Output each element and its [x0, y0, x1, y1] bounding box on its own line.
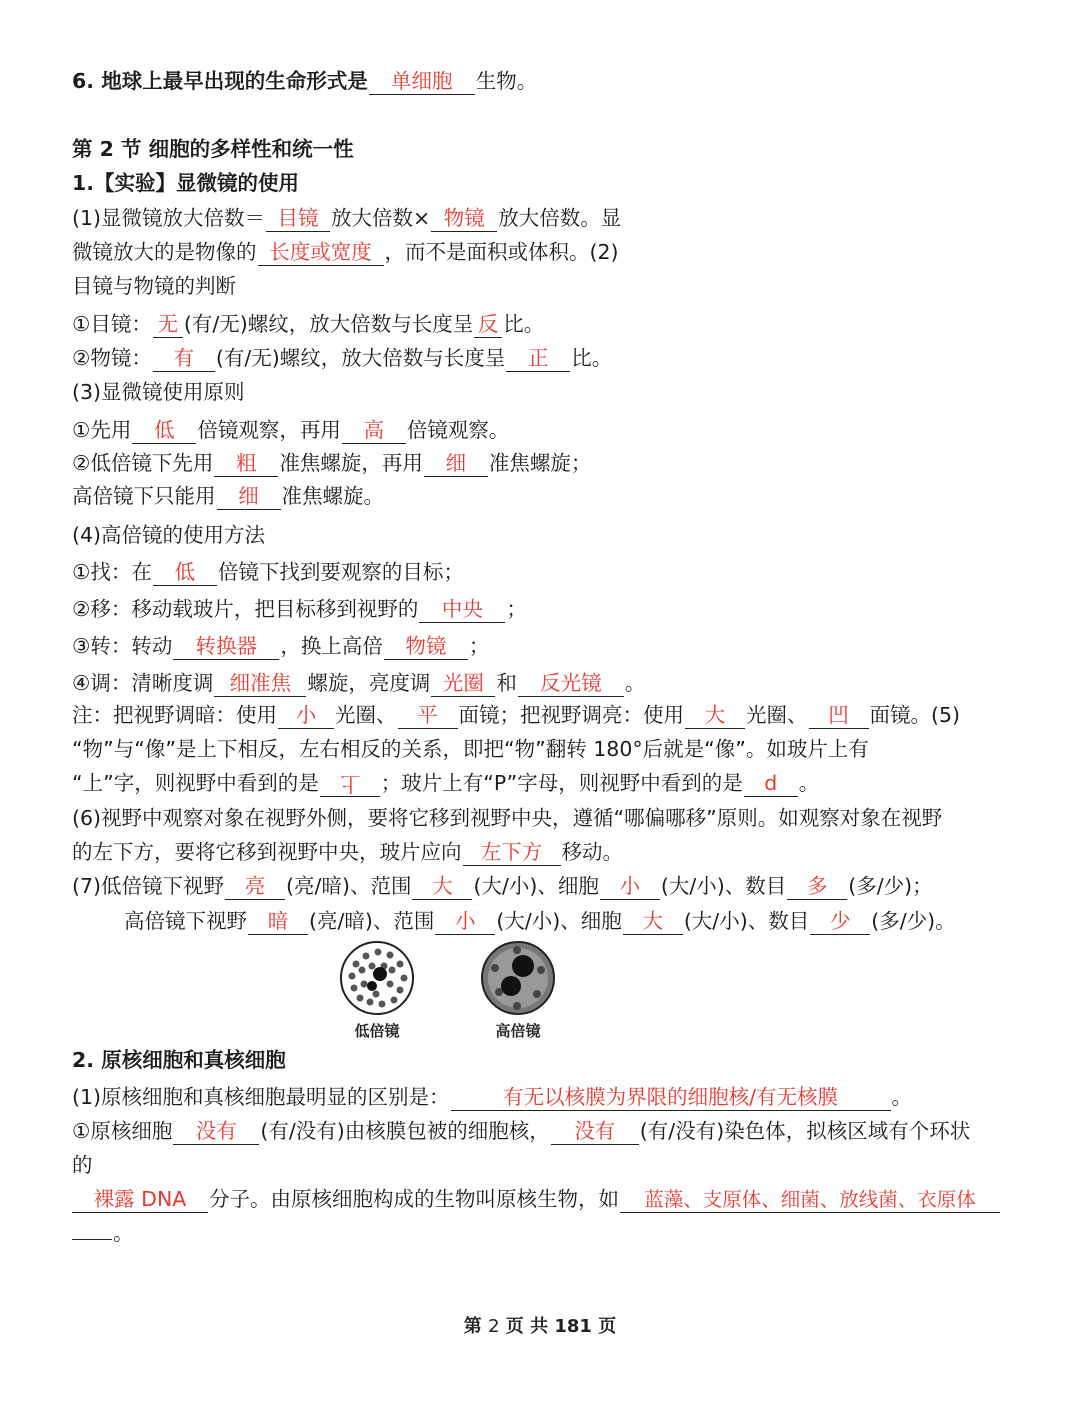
text: 和 — [496, 671, 517, 695]
text: 注：把视野调暗：使用 — [72, 703, 277, 727]
answer-blank: 没有 — [551, 1119, 639, 1145]
text: (有/没有)染色体，拟核区域有个环状 — [639, 1119, 971, 1143]
answer-blank: 细 — [217, 484, 281, 510]
text: ②低倍镜下先用 — [72, 451, 214, 475]
high-power-view — [477, 940, 559, 1016]
answer-blank: 没有 — [173, 1119, 259, 1145]
text: (亮/暗)、范围 — [309, 909, 435, 933]
answer-blank: 少 — [810, 909, 870, 935]
text: 倍镜观察。 — [406, 418, 510, 442]
answer-blank: 单细胞 — [369, 69, 475, 95]
page-number: 2 — [488, 1316, 500, 1337]
text: ；玻片上有“P”字母，则视野中看到的是 — [380, 771, 743, 795]
subsection-2-title: 2. 原核细胞和真核细胞 — [72, 1048, 286, 1072]
answer-blank: 暗 — [248, 909, 308, 935]
text: ①原核细胞 — [72, 1119, 173, 1143]
text: 倍镜下找到要观察的目标； — [217, 560, 464, 584]
subsection-title: 1.【实验】显微镜的使用 — [72, 171, 300, 195]
text: 6. 地球上最早出现的生命形式是 — [72, 69, 368, 93]
answer-blank: 粗 — [214, 451, 278, 477]
p6-line1: (6)视野中观察对象在视野外侧，要将它移到视野中央，遵循“哪偏哪移”原则。如观察对象在视野 — [72, 806, 943, 830]
text: (大/小)、细胞 — [473, 874, 599, 898]
text: ②移：移动载玻片，把目标移到视野的 — [72, 597, 419, 621]
text: ，换上高倍 — [280, 634, 383, 658]
text: ①目镜： — [72, 312, 152, 336]
q6-line — [72, 66, 537, 96]
text: 准焦螺旋。 — [281, 484, 384, 508]
answer-blank: 反光镜 — [518, 671, 624, 697]
text: 光圈、 — [335, 703, 397, 727]
text: ； — [468, 634, 490, 658]
section-title: 第 2 节 细胞的多样性和统一性 — [72, 137, 354, 161]
answer-blank: 低 — [132, 418, 196, 444]
text: 。 — [113, 1221, 134, 1245]
low-power-figure — [336, 940, 418, 1041]
page-footer — [0, 1312, 1080, 1338]
objective-line — [72, 343, 612, 373]
q2-line2 — [72, 1116, 970, 1146]
rule3-line — [72, 481, 384, 511]
text: (1)原核细胞和真核细胞最明显的区别是： — [72, 1085, 450, 1109]
answer-blank: d — [744, 771, 798, 797]
eyepiece-line — [72, 309, 544, 339]
text: (1)显微镜放大倍数＝ — [72, 206, 266, 230]
p7-line1 — [72, 871, 933, 901]
note3-line — [72, 768, 819, 798]
inverted-character: 上 — [339, 772, 360, 796]
answer-blank: 无 — [153, 312, 183, 338]
text: 比。 — [503, 312, 545, 336]
rule1-line — [72, 415, 509, 445]
q2-line1 — [72, 1082, 912, 1112]
answer-blank: 凹 — [809, 703, 869, 729]
answer-blank: 正 — [506, 346, 570, 372]
text: (大/小)、数目 — [660, 874, 787, 898]
answer-blank: 亮 — [225, 874, 285, 900]
method3-line — [72, 631, 489, 661]
text: (多/少)。 — [871, 909, 956, 933]
answer-blank: 有 — [153, 346, 215, 372]
text: 面镜。(5) — [869, 703, 961, 727]
answer-blank: 细 — [424, 451, 488, 477]
answer-blank: 物镜 — [384, 634, 468, 660]
method1-line — [72, 557, 464, 587]
answer-blank: 中央 — [419, 597, 505, 623]
low-power-view — [336, 940, 418, 1016]
p3-line: (3)显微镜使用原则 — [72, 380, 245, 404]
text: ，而不是面积或体积。(2) — [384, 240, 619, 264]
answer-blank: 长度或宽度 — [258, 240, 384, 266]
answer-blank: 转换器 — [173, 634, 279, 660]
answer-blank: 大 — [685, 703, 745, 729]
p7-line2 — [124, 906, 956, 936]
text: 。 — [891, 1085, 913, 1109]
high-power-caption: 高倍镜 — [495, 1022, 541, 1040]
text: 的左下方，要将它移到视野中央，玻片应向 — [72, 840, 462, 864]
note1-line — [72, 700, 960, 730]
answer-blank: 平 — [398, 703, 458, 729]
text: (大/小)、细胞 — [496, 909, 622, 933]
text: 准焦螺旋； — [488, 451, 592, 475]
text: 。 — [798, 771, 820, 795]
answer-blank: 左下方 — [463, 840, 561, 866]
answer-blank: 物镜 — [431, 206, 497, 232]
answer-blank: 大 — [412, 874, 472, 900]
answer-blank: 小 — [278, 703, 334, 729]
high-power-figure — [477, 940, 559, 1041]
text: 分子。由原核细胞构成的生物叫原核生物，如 — [209, 1187, 619, 1211]
answer-blank — [320, 771, 380, 797]
text: 螺旋，亮度调 — [307, 671, 431, 695]
text: 放大倍数× — [331, 206, 431, 230]
text: (亮/暗)、范围 — [286, 874, 412, 898]
answer-blank: 裸露 DNA — [72, 1187, 208, 1213]
p1-line3: 目镜与物镜的判断 — [72, 274, 236, 298]
p1-line2 — [72, 237, 619, 267]
text: ； — [506, 597, 527, 621]
text: ①先用 — [72, 418, 132, 442]
answer-blank: 小 — [435, 909, 495, 935]
answer-blank: 有无以核膜为界限的细胞核/有无核膜 — [451, 1085, 891, 1111]
answer-blank: 高 — [342, 418, 406, 444]
text: (7)低倍镜下视野 — [72, 874, 225, 898]
text: 高倍镜下只能用 — [72, 484, 216, 508]
q2-line5 — [72, 1218, 134, 1248]
text: 准焦螺旋，再用 — [279, 451, 423, 475]
text: (有/无)螺纹，放大倍数与长度呈 — [215, 346, 506, 370]
text: 移动。 — [561, 840, 623, 864]
p6-line2 — [72, 837, 623, 867]
q2-line4 — [72, 1184, 1001, 1214]
text: (有/没有)由核膜包被的细胞核， — [260, 1119, 550, 1143]
text: ④调：清晰度调 — [72, 671, 214, 695]
total-pages: 181 — [554, 1316, 592, 1337]
p1-line1 — [72, 203, 621, 233]
text: ③转：转动 — [72, 634, 173, 658]
text: 比。 — [571, 346, 613, 370]
method4-line — [72, 668, 645, 698]
answer-blank: 多 — [787, 874, 847, 900]
text: (有/无)螺纹，放大倍数与长度呈 — [183, 312, 474, 336]
answer-blank: 蓝藻、支原体、细菌、放线菌、衣原体 — [620, 1187, 1000, 1213]
answer-blank: 大 — [623, 909, 683, 935]
text: ②物镜： — [72, 346, 152, 370]
text: 。 — [624, 671, 646, 695]
text: 生物。 — [475, 69, 538, 93]
text: “上”字，则视野中看到的是 — [72, 771, 319, 795]
method2-line — [72, 594, 527, 624]
note2-line: “物”与“像”是上下相反，左右相反的关系，即把“物”翻转 180°后就是“像”。如玻片上有 — [72, 737, 869, 761]
q2-line3: 的 — [72, 1153, 93, 1177]
p4-line: (4)高倍镜的使用方法 — [72, 523, 266, 547]
text: 面镜；把视野调亮：使用 — [458, 703, 684, 727]
text: (多/少)； — [848, 874, 933, 898]
answer-blank: 光圈 — [431, 671, 495, 697]
text: 页 — [598, 1316, 617, 1337]
text: 高倍镜下视野 — [124, 909, 247, 933]
rule2-line — [72, 448, 591, 478]
text: ①找：在 — [72, 560, 152, 584]
answer-blank — [72, 1239, 112, 1240]
text: (大/小)、数目 — [683, 909, 810, 933]
answer-blank: 目镜 — [266, 206, 330, 232]
low-power-caption: 低倍镜 — [354, 1022, 400, 1040]
text: 第 — [463, 1316, 482, 1337]
text: 页 共 — [505, 1316, 549, 1337]
answer-blank: 小 — [600, 874, 660, 900]
text: 倍镜观察，再用 — [197, 418, 341, 442]
text: 放大倍数。显 — [498, 206, 622, 230]
text: 光圈、 — [746, 703, 808, 727]
answer-blank: 细准焦 — [214, 671, 306, 697]
answer-blank: 反 — [474, 312, 502, 338]
text: 微镜放大的是物像的 — [72, 240, 257, 264]
answer-blank: 低 — [153, 560, 217, 586]
